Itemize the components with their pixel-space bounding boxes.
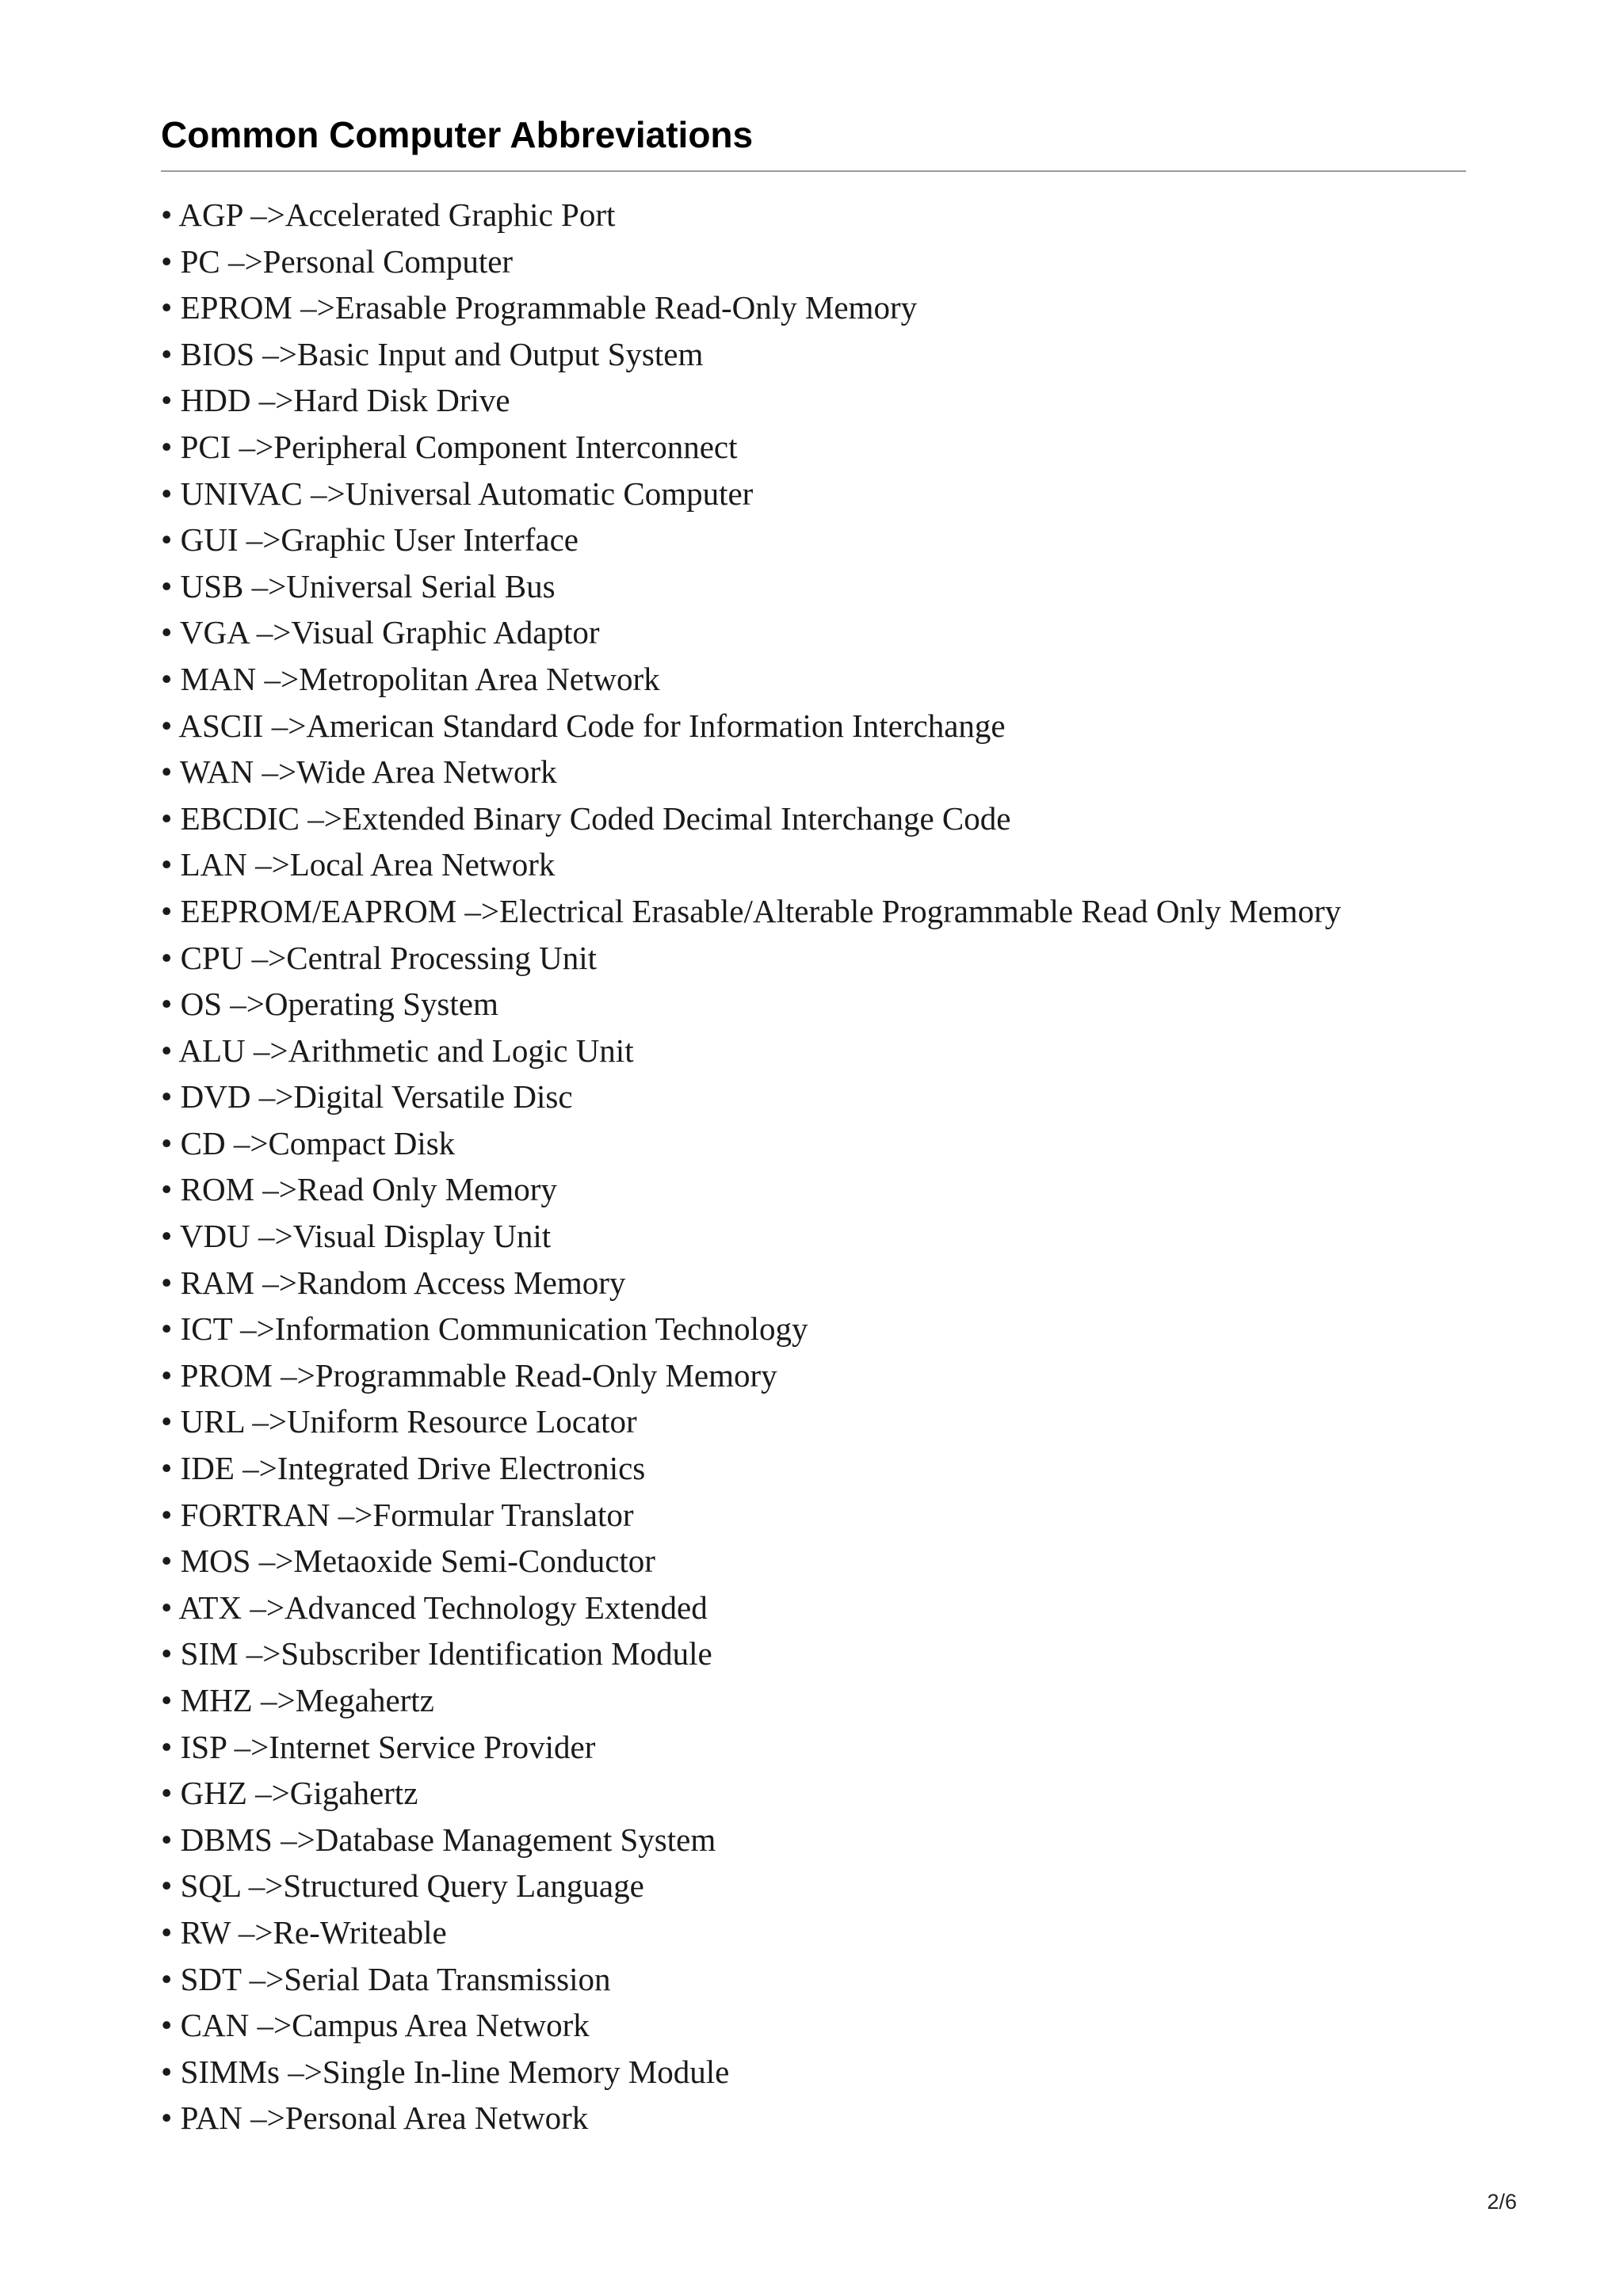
list-item	[161, 1028, 1465, 1074]
arrow-separator: –>	[262, 1264, 297, 1301]
abbreviation-meaning: Visual Display Unit	[292, 1218, 552, 1255]
abbreviation-meaning: Metaoxide Semi-Conductor	[293, 1543, 655, 1580]
arrow-separator: –>	[271, 707, 307, 744]
arrow-separator: –>	[246, 521, 281, 559]
abbreviation: OS	[180, 986, 223, 1023]
abbreviation-meaning: Formular Translator	[372, 1496, 634, 1533]
list-item	[161, 2049, 1465, 2096]
arrow-separator: –>	[264, 660, 300, 697]
abbreviation: SDT	[180, 1960, 242, 1997]
abbreviation: FORTRAN	[180, 1496, 330, 1533]
list-item	[161, 377, 1465, 424]
list-item	[161, 517, 1465, 563]
bullet-marker: •	[161, 1775, 173, 1812]
abbreviation-meaning: Basic Input and Output System	[296, 335, 704, 372]
list-item	[161, 192, 1465, 238]
abbreviation-meaning: Universal Serial Bus	[286, 567, 556, 605]
list-item	[161, 331, 1465, 378]
abbreviation: MOS	[180, 1543, 251, 1580]
abbreviation: ROM	[180, 1171, 255, 1208]
abbreviation-meaning: Personal Area Network	[285, 2100, 589, 2137]
bullet-marker: •	[161, 1682, 173, 1718]
abbreviation: DVD	[180, 1078, 251, 1116]
bullet-marker: •	[161, 1032, 173, 1069]
list-item	[161, 1538, 1465, 1585]
list-item	[161, 1585, 1465, 1631]
bullet-marker: •	[161, 196, 173, 233]
arrow-separator: –>	[464, 892, 500, 929]
abbreviation: CPU	[180, 939, 244, 976]
abbreviation: PROM	[180, 1356, 273, 1394]
list-item	[161, 1630, 1465, 1677]
list-item	[161, 238, 1465, 285]
bullet-marker: •	[161, 335, 173, 372]
list-item	[161, 1352, 1465, 1399]
bullet-marker: •	[161, 1821, 173, 1858]
abbreviation: GUI	[180, 521, 239, 559]
list-item	[161, 795, 1465, 842]
bullet-marker: •	[161, 1728, 173, 1765]
abbreviation: MAN	[180, 660, 257, 697]
abbreviation: CAN	[180, 2007, 250, 2044]
bullet-marker: •	[161, 1635, 173, 1672]
bullet-marker: •	[161, 1403, 173, 1440]
abbreviation-meaning: Hard Disk Drive	[293, 382, 510, 419]
arrow-separator: –>	[251, 939, 287, 976]
arrow-separator: –>	[233, 1124, 269, 1161]
arrow-separator: –>	[230, 986, 265, 1023]
list-item	[161, 2002, 1465, 2049]
bullet-marker: •	[161, 521, 173, 559]
bullet-marker: •	[161, 846, 173, 883]
abbreviation-meaning: Operating System	[264, 986, 498, 1023]
arrow-separator: –>	[258, 382, 294, 419]
bullet-marker: •	[161, 1496, 173, 1533]
abbreviation-meaning: American Standard Code for Information Interchange	[306, 707, 1006, 744]
list-item	[161, 935, 1465, 982]
list-item	[161, 1260, 1465, 1306]
arrow-separator: –>	[258, 1218, 293, 1255]
list-item	[161, 1492, 1465, 1539]
list-item	[161, 888, 1465, 935]
abbreviation: PAN	[180, 2100, 242, 2137]
abbreviation-meaning: Electrical Erasable/Alterable Programmable Read Only Memory	[499, 892, 1342, 929]
abbreviation: CD	[180, 1124, 226, 1161]
abbreviation-meaning: Gigahertz	[289, 1775, 418, 1812]
abbreviation: HDD	[180, 382, 251, 419]
arrow-separator: –>	[250, 196, 285, 233]
abbreviation: LAN	[180, 846, 247, 883]
arrow-separator: –>	[249, 1960, 285, 1997]
arrow-separator: –>	[255, 1775, 290, 1812]
arrow-separator: –>	[307, 799, 342, 837]
abbreviation: RW	[180, 1913, 231, 1951]
arrow-separator: –>	[258, 1078, 294, 1116]
bullet-marker: •	[161, 1913, 173, 1951]
abbreviation-meaning: Arithmetic and Logic Unit	[288, 1032, 634, 1069]
abbreviation-meaning: Erasable Programmable Read-Only Memory	[334, 289, 918, 326]
arrow-separator: –>	[281, 1356, 315, 1394]
list-item	[161, 563, 1465, 610]
bullet-marker: •	[161, 289, 173, 326]
bullet-marker: •	[161, 2007, 173, 2044]
bullet-marker: •	[161, 660, 173, 697]
abbreviation: URL	[180, 1403, 245, 1440]
arrow-separator: –>	[255, 846, 290, 883]
abbreviation-meaning: Campus Area Network	[292, 2007, 590, 2044]
abbreviation-meaning: Integrated Drive Electronics	[277, 1450, 646, 1487]
arrow-separator: –>	[262, 1171, 297, 1208]
bullet-marker: •	[161, 1960, 173, 1997]
abbreviation: ICT	[180, 1310, 232, 1348]
arrow-separator: –>	[253, 1032, 288, 1069]
list-item	[161, 424, 1465, 471]
list-item	[161, 1770, 1465, 1817]
abbreviation: SIMMs	[180, 2053, 280, 2090]
arrow-separator: –>	[250, 1589, 285, 1626]
abbreviation: ISP	[180, 1728, 227, 1765]
arrow-separator: –>	[239, 428, 274, 465]
abbreviation: SQL	[180, 1867, 241, 1905]
abbreviation: ATX	[178, 1589, 242, 1626]
bullet-marker: •	[161, 1171, 173, 1208]
abbreviation: DBMS	[180, 1821, 273, 1858]
list-item	[161, 609, 1465, 656]
list-item	[161, 1306, 1465, 1352]
abbreviation-meaning: Extended Binary Coded Decimal Interchange Code	[342, 799, 1011, 837]
abbreviation-meaning: Digital Versatile Disc	[293, 1078, 573, 1116]
bullet-marker: •	[161, 1218, 173, 1255]
arrow-separator: –>	[262, 753, 297, 791]
list-item	[161, 1166, 1465, 1213]
bullet-marker: •	[161, 892, 173, 929]
abbreviation: AGP	[178, 196, 242, 233]
bullet-marker: •	[161, 1543, 173, 1580]
arrow-separator: –>	[248, 1867, 284, 1905]
abbreviation: ASCII	[178, 707, 264, 744]
arrow-separator: –>	[238, 1913, 273, 1951]
abbreviation-meaning: Re-Writeable	[273, 1913, 447, 1951]
arrow-separator: –>	[234, 1728, 269, 1765]
bullet-marker: •	[161, 567, 173, 605]
abbreviation: SIM	[180, 1635, 239, 1672]
abbreviation-meaning: Programmable Read-Only Memory	[315, 1356, 777, 1394]
list-item	[161, 1120, 1465, 1167]
bullet-marker: •	[161, 1310, 173, 1348]
abbreviation: RAM	[180, 1264, 255, 1301]
arrow-separator: –>	[242, 1450, 277, 1487]
abbreviation-meaning: Accelerated Graphic Port	[285, 196, 616, 233]
title-divider	[161, 170, 1466, 172]
list-item	[161, 2095, 1465, 2142]
list-item	[161, 1909, 1465, 1956]
abbreviation-meaning: Universal Automatic Computer	[345, 475, 754, 512]
abbreviation-meaning: Advanced Technology Extended	[284, 1589, 708, 1626]
abbreviation: EEPROM/EAPROM	[180, 892, 457, 929]
abbreviation-meaning: Visual Graphic Adaptor	[291, 614, 600, 651]
arrow-separator: –>	[258, 1543, 294, 1580]
abbreviation-meaning: Central Processing Unit	[286, 939, 597, 976]
abbreviation-meaning: Local Area Network	[289, 846, 556, 883]
abbreviation-meaning: Megahertz	[295, 1682, 434, 1718]
abbreviation-meaning: Uniform Resource Locator	[286, 1403, 637, 1440]
abbreviation-meaning: Metropolitan Area Network	[299, 660, 660, 697]
arrow-separator: –>	[228, 242, 263, 280]
list-item	[161, 1863, 1465, 1909]
arrow-separator: –>	[250, 2100, 285, 2137]
list-item	[161, 284, 1465, 331]
abbreviation-meaning: Peripheral Component Interconnect	[273, 428, 738, 465]
abbreviation-meaning: Compact Disk	[268, 1124, 456, 1161]
list-item	[161, 1677, 1465, 1724]
abbreviation: PC	[180, 242, 220, 280]
abbreviation: VDU	[179, 1218, 250, 1255]
arrow-separator: –>	[256, 614, 292, 651]
arrow-separator: –>	[300, 289, 335, 326]
bullet-marker: •	[161, 986, 173, 1023]
abbreviation-meaning: Random Access Memory	[296, 1264, 626, 1301]
abbreviation: WAN	[179, 753, 254, 791]
abbreviation-meaning: Subscriber Identification Module	[281, 1635, 712, 1672]
list-item	[161, 981, 1465, 1028]
list-item	[161, 1817, 1465, 1863]
arrow-separator: –>	[281, 1821, 315, 1858]
bullet-marker: •	[161, 1356, 173, 1394]
bullet-marker: •	[161, 799, 173, 837]
list-item	[161, 1213, 1465, 1260]
abbreviation: MHZ	[180, 1682, 253, 1718]
abbreviation: VGA	[179, 614, 249, 651]
abbreviation-meaning: Personal Computer	[262, 242, 514, 280]
arrow-separator: –>	[288, 2053, 323, 2090]
list-item	[161, 1724, 1465, 1771]
bullet-marker: •	[161, 428, 173, 465]
abbreviation-meaning: Internet Service Provider	[269, 1728, 596, 1765]
list-item	[161, 1445, 1465, 1492]
arrow-separator: –>	[257, 2007, 292, 2044]
abbreviation-meaning: Information Communication Technology	[274, 1310, 808, 1348]
arrow-separator: –>	[246, 1635, 281, 1672]
list-item	[161, 471, 1465, 517]
bullet-marker: •	[161, 753, 173, 791]
list-item	[161, 841, 1465, 888]
abbreviation: PCI	[180, 428, 231, 465]
arrow-separator: –>	[240, 1310, 275, 1348]
bullet-marker: •	[161, 242, 173, 280]
abbreviation-meaning: Structured Query Language	[283, 1867, 644, 1905]
abbreviation-meaning: Wide Area Network	[296, 753, 557, 791]
bullet-marker: •	[161, 2053, 173, 2090]
abbreviation-list	[161, 192, 1465, 2142]
bullet-marker: •	[161, 1078, 173, 1116]
abbreviation: ALU	[178, 1032, 246, 1069]
abbreviation-meaning: Serial Data Transmission	[284, 1960, 611, 1997]
bullet-marker: •	[161, 2100, 173, 2137]
abbreviation: IDE	[180, 1450, 235, 1487]
bullet-marker: •	[161, 1589, 173, 1626]
bullet-marker: •	[161, 475, 173, 512]
bullet-marker: •	[161, 707, 173, 744]
abbreviation: EPROM	[180, 289, 292, 326]
arrow-separator: –>	[252, 1403, 287, 1440]
bullet-marker: •	[161, 1450, 173, 1487]
list-item	[161, 1074, 1465, 1120]
list-item	[161, 1398, 1465, 1445]
abbreviation-meaning: Read Only Memory	[296, 1171, 557, 1208]
abbreviation: BIOS	[180, 335, 255, 372]
list-item	[161, 703, 1465, 749]
bullet-marker: •	[161, 939, 173, 976]
arrow-separator: –>	[260, 1682, 296, 1718]
page-title: Common Computer Abbreviations	[161, 114, 754, 155]
list-item	[161, 749, 1465, 795]
bullet-marker: •	[161, 614, 173, 651]
list-item	[161, 656, 1465, 703]
arrow-separator: –>	[251, 567, 287, 605]
abbreviation: EBCDIC	[180, 799, 300, 837]
bullet-marker: •	[161, 1124, 173, 1161]
abbreviation: USB	[180, 567, 244, 605]
abbreviation: GHZ	[180, 1775, 247, 1812]
abbreviation-meaning: Database Management System	[315, 1821, 716, 1858]
abbreviation: UNIVAC	[180, 475, 303, 512]
abbreviation-meaning: Graphic User Interface	[281, 521, 579, 559]
page-number: 2/6	[1487, 2190, 1517, 2214]
arrow-separator: –>	[338, 1496, 373, 1533]
arrow-separator: –>	[262, 335, 297, 372]
bullet-marker: •	[161, 382, 173, 419]
bullet-marker: •	[161, 1264, 173, 1301]
abbreviation-meaning: Single In-line Memory Module	[322, 2053, 730, 2090]
bullet-marker: •	[161, 1867, 173, 1905]
list-item	[161, 1956, 1465, 2003]
arrow-separator: –>	[311, 475, 346, 512]
